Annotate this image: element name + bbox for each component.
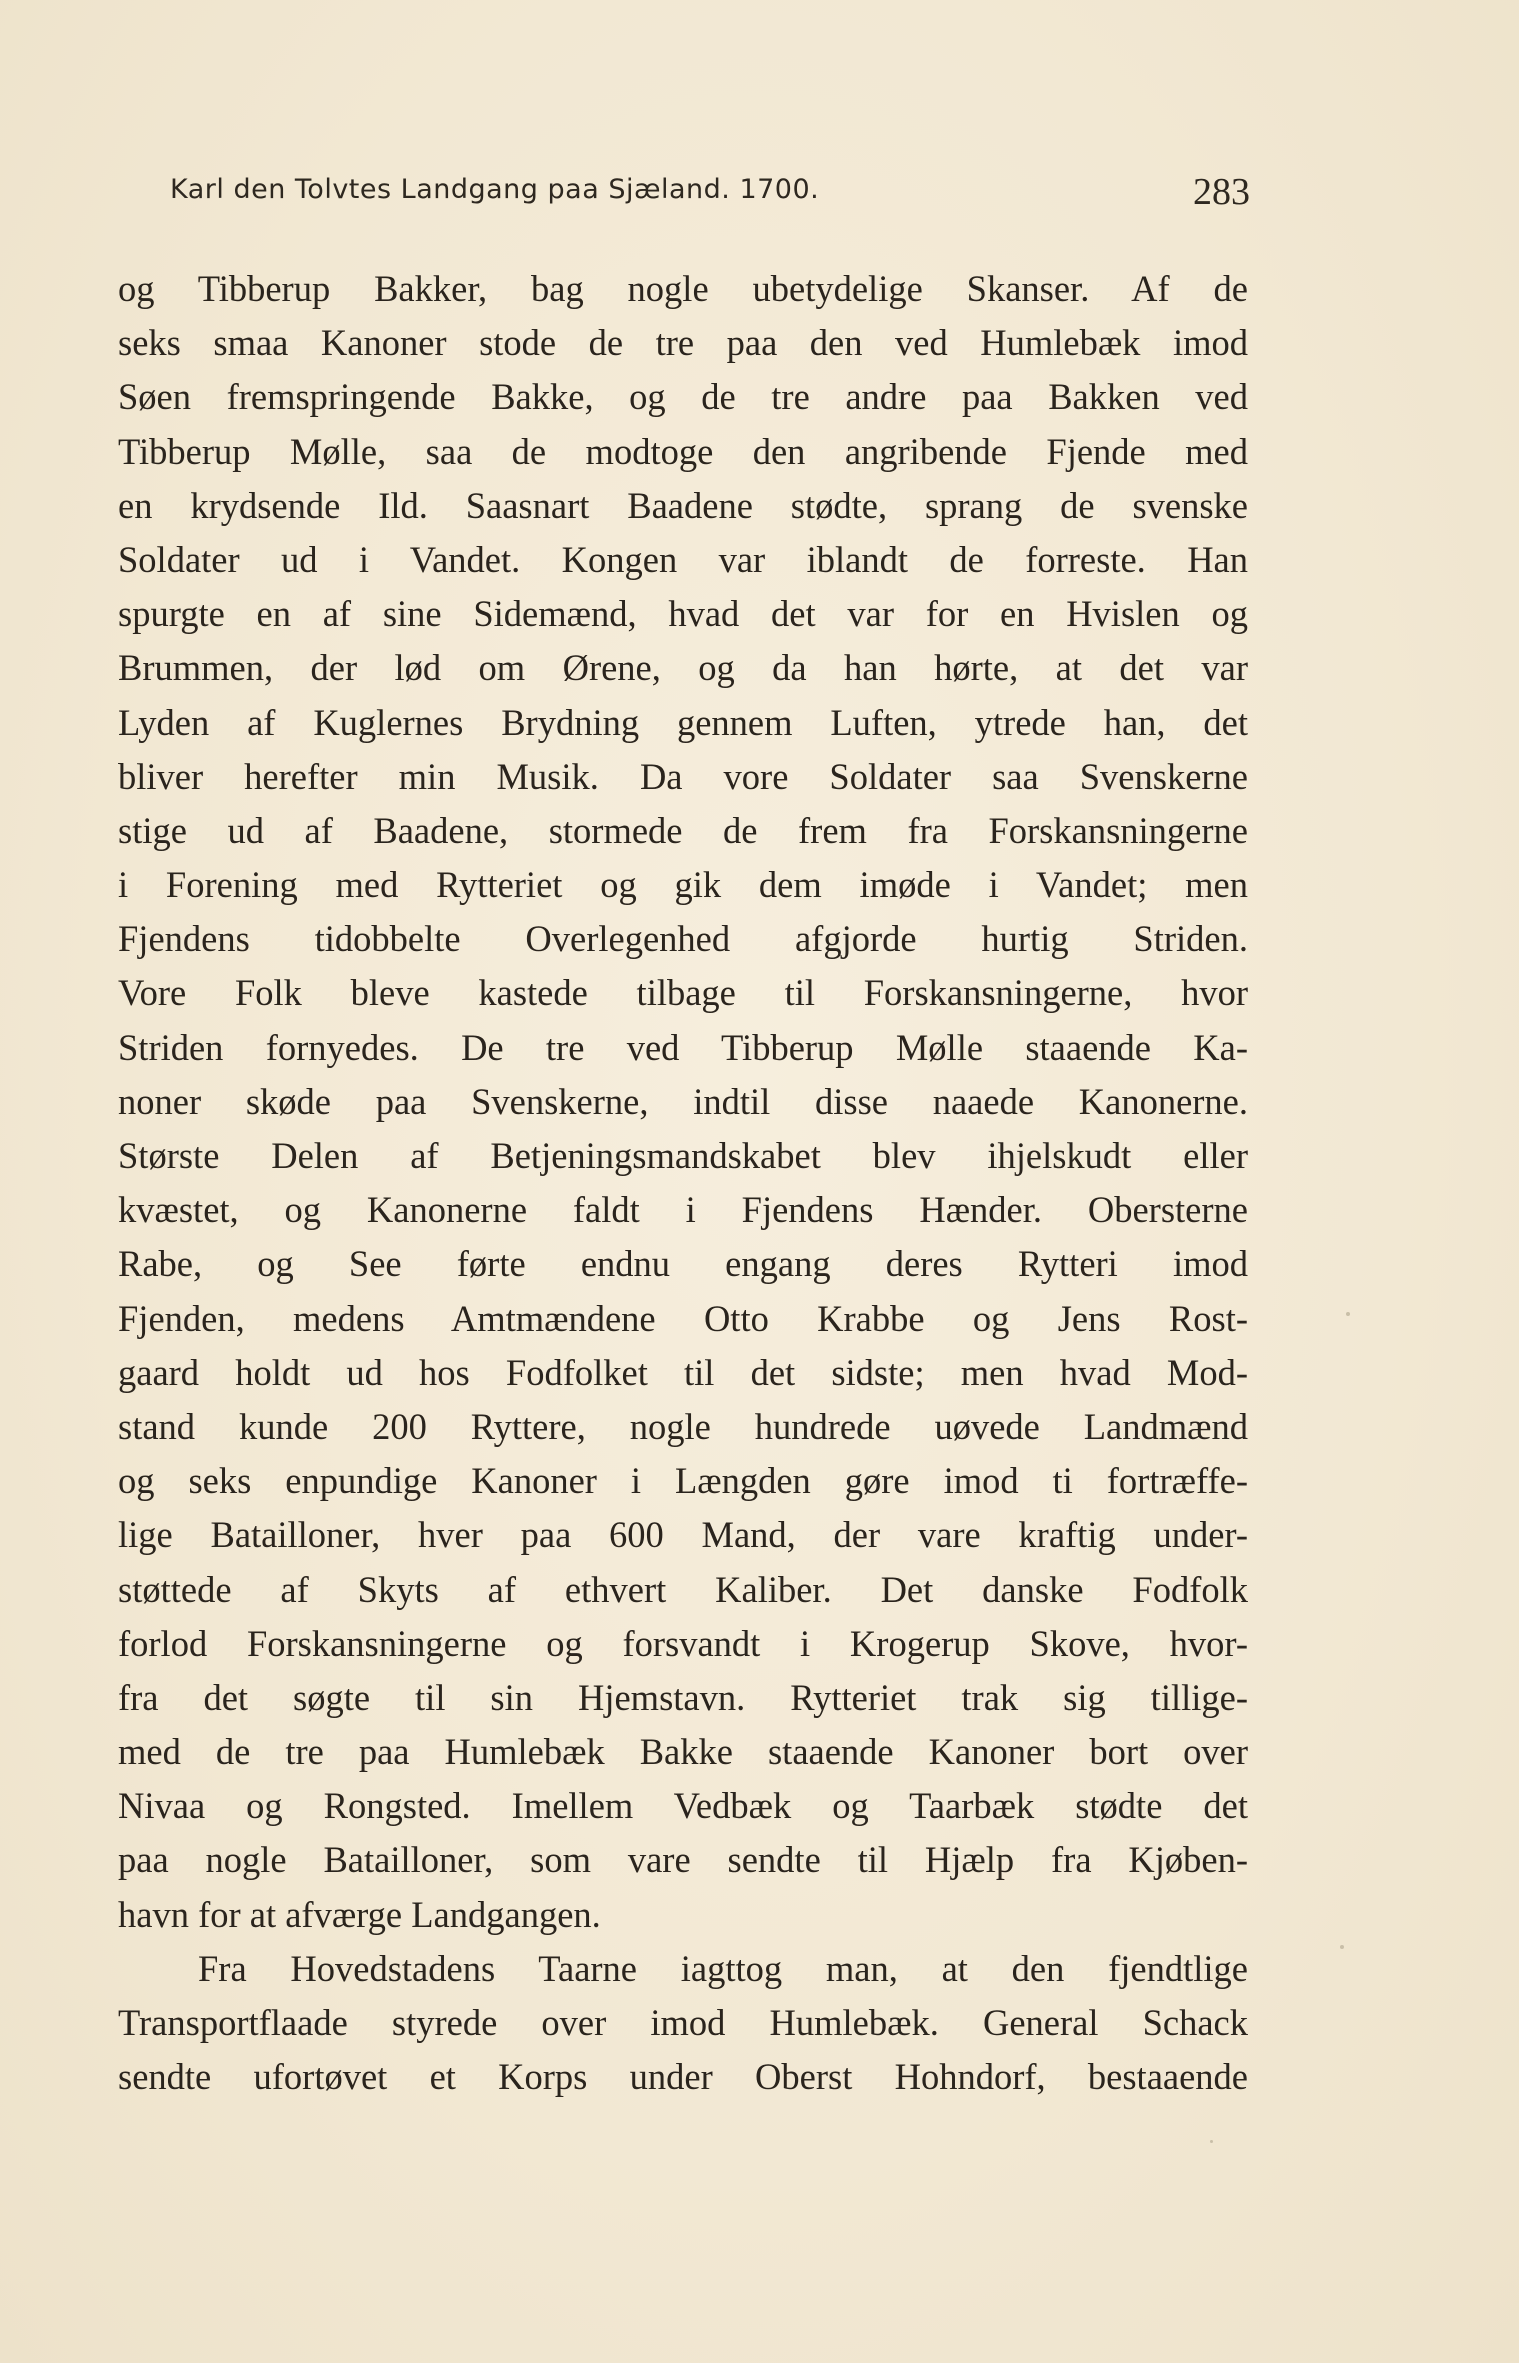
paper-speck xyxy=(1346,1312,1350,1316)
text-line: lige Batailloner, hver paa 600 Mand, der vare kraftig under- xyxy=(118,1514,1248,1556)
text-line: Tibberup Mølle, saa de modtoge den angribende Fjende med xyxy=(118,430,1248,472)
text-line: Transportflaade styrede over imod Humlebæk. General Schack xyxy=(118,2002,1248,2043)
text-line: Fjendens tidobbelte Overlegenhed afgjorde hurtig Striden. xyxy=(118,918,1248,960)
paper-speck xyxy=(1340,1945,1344,1949)
text-line: Fra Hovedstadens Taarne iagttog man, at den fjendtlige xyxy=(198,1947,1248,1989)
text-line: og seks enpundige Kanoner i Længden gøre imod ti fortræffe- xyxy=(118,1460,1248,1502)
paragraph-2 xyxy=(118,1942,1248,2105)
text-line: støttede af Skyts af ethvert Kaliber. Det danske Fodfolk xyxy=(118,1568,1248,1610)
text-line: sendte ufortøvet et Korps under Oberst Hohndorf, bestaaende xyxy=(118,2056,1248,2098)
text-line: kvæstet, og Kanonerne faldt i Fjendens Hænder. Obersterne xyxy=(118,1189,1248,1231)
text-line: stand kunde 200 Ryttere, nogle hundrede uøvede Landmænd xyxy=(118,1405,1248,1447)
text-line: Rabe, og See førte endnu engang deres Rytteri imod xyxy=(118,1243,1248,1285)
text-line: Største Delen af Betjeningsmandskabet blev ihjelskudt eller xyxy=(118,1135,1248,1176)
text-line: Soldater ud i Vandet. Kongen var iblandt de forreste. Han xyxy=(118,538,1248,580)
body-text xyxy=(118,262,1248,2104)
text-line: Striden fornyedes. De tre ved Tibberup Mølle staaende Ka- xyxy=(118,1026,1248,1068)
text-line: Nivaa og Rongsted. Imellem Vedbæk og Taarbæk stødte det xyxy=(118,1785,1248,1827)
text-line: Lyden af Kuglernes Brydning gennem Luften, ytrede han, det xyxy=(118,701,1248,743)
text-line: Fjenden, medens Amtmændene Otto Krabbe og Jens Rost- xyxy=(118,1297,1248,1339)
text-line: og Tibberup Bakker, bag nogle ubetydelige Skanser. Af de xyxy=(118,268,1248,309)
text-line: gaard holdt ud hos Fodfolket til det sidste; men hvad Mod- xyxy=(118,1351,1248,1393)
text-line: med de tre paa Humlebæk Bakke staaende Kanoner bort over xyxy=(118,1731,1248,1773)
text-line: noner skøde paa Svenskerne, indtil disse naaede Kanonerne. xyxy=(118,1080,1248,1122)
text-line: spurgte en af sine Sidemænd, hvad det var for en Hvislen og xyxy=(118,593,1248,635)
running-title: Karl den Tolvtes Landgang paa Sjæland. 1700. xyxy=(170,174,820,205)
page-number: 283 xyxy=(1193,171,1250,213)
text-line: seks smaa Kanoner stode de tre paa den ved Humlebæk imod xyxy=(118,322,1248,364)
text-line: havn for at afværge Landgangen. xyxy=(118,1893,601,1935)
paragraph-1 xyxy=(118,262,1248,1942)
text-line: Brummen, der lød om Ørene, og da han hørte, at det var xyxy=(118,647,1248,689)
text-line: fra det søgte til sin Hjemstavn. Rytteriet trak sig tillige- xyxy=(118,1676,1248,1718)
text-line: Vore Folk bleve kastede tilbage til Forskansningerne, hvor xyxy=(118,972,1248,1014)
text-line: paa nogle Batailloner, som vare sendte til Hjælp fra Kjøben- xyxy=(118,1839,1248,1881)
paper-speck xyxy=(1210,2140,1213,2143)
text-line: bliver herefter min Musik. Da vore Soldater saa Svenskerne xyxy=(118,755,1248,797)
text-line: en krydsende Ild. Saasnart Baadene stødte, sprang de svenske xyxy=(118,484,1248,526)
text-line: i Forening med Rytteriet og gik dem imøde i Vandet; men xyxy=(118,864,1248,906)
text-line: stige ud af Baadene, stormede de frem fra Forskansningerne xyxy=(118,809,1248,851)
running-head xyxy=(170,168,1250,212)
text-line: Søen fremspringende Bakke, og de tre andre paa Bakken ved xyxy=(118,376,1248,418)
text-line: forlod Forskansningerne og forsvandt i Krogerup Skove, hvor- xyxy=(118,1622,1248,1664)
